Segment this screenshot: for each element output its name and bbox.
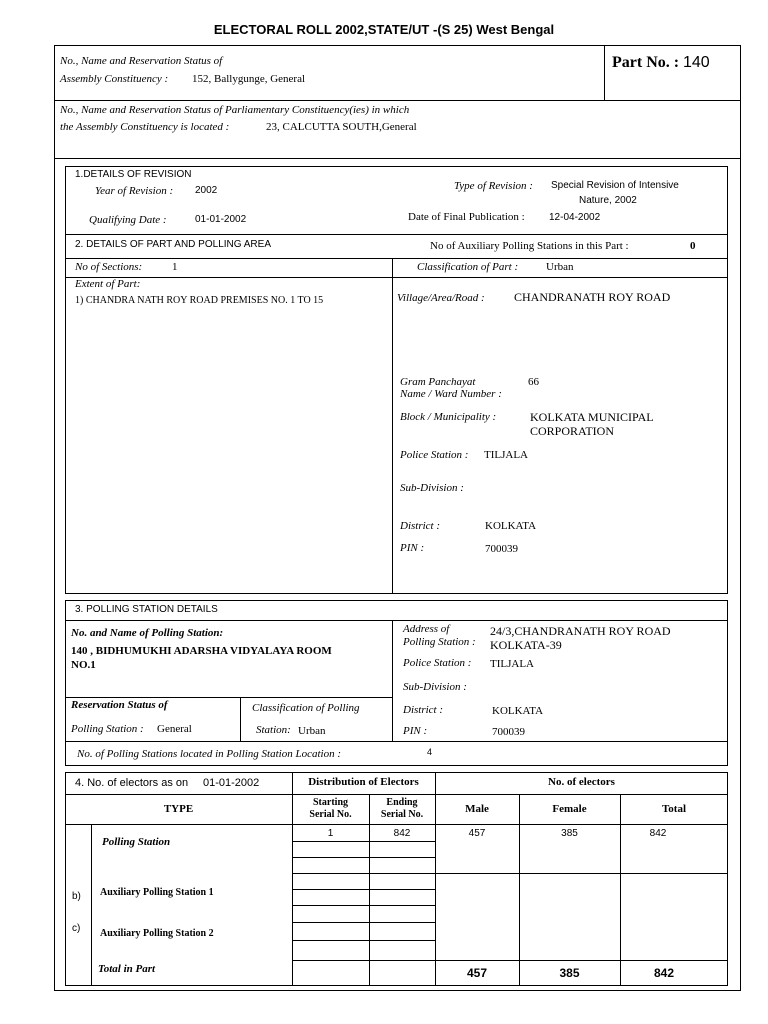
row-start-polling-station: 1 xyxy=(327,828,334,839)
station-address-label-1: Address of xyxy=(403,623,450,635)
revision-heading: 1.DETAILS OF REVISION xyxy=(75,169,192,180)
distribution-header: Distribution of Electors xyxy=(308,776,419,788)
gram-value: 66 xyxy=(528,376,539,388)
block-value-2: CORPORATION xyxy=(530,424,615,438)
row-female-polling-station: 385 xyxy=(561,828,578,839)
sections-label: No of Sections: xyxy=(75,261,143,273)
total-in-part-label: Total in Part xyxy=(98,963,156,975)
ac-label-1: No., Name and Reservation Status of xyxy=(60,55,223,67)
page-title: ELECTORAL ROLL 2002,STATE/UT -(S 25) West Bengal xyxy=(213,22,555,37)
village-label: Village/Area/Road : xyxy=(397,292,485,304)
row-total-polling-station: 842 xyxy=(649,828,667,839)
revision-type-value-1: Special Revision of Intensive xyxy=(551,180,679,191)
revision-type-label: Type of Revision : xyxy=(454,180,533,192)
pc-value: 23, CALCUTTA SOUTH,General xyxy=(266,121,417,133)
row-end-polling-station: 842 xyxy=(393,828,411,839)
reservation-value: General xyxy=(157,723,192,735)
block-value-1: KOLKATA MUNICIPAL xyxy=(530,410,654,424)
station-name-label: No. and Name of Polling Station: xyxy=(71,627,224,639)
pin-value: 700039 xyxy=(485,543,518,555)
final-publication-label: Date of Final Publication : xyxy=(408,211,525,223)
sections-value: 1 xyxy=(172,261,178,273)
qualifying-date-value: 01-01-2002 xyxy=(195,214,247,225)
row-marker-aux-2: c) xyxy=(72,923,81,934)
section-1-2-box xyxy=(65,166,728,594)
part-number-value: 140 xyxy=(683,54,710,71)
row-type-aux-1: Auxiliary Polling Station 1 xyxy=(100,887,214,898)
extent-value: 1) CHANDRA NATH ROY ROAD PREMISES NO. 1 TO 15 xyxy=(75,295,324,306)
col-end-header-2: Serial No. xyxy=(380,809,424,820)
station-address-value-1: 24/3,CHANDRANATH ROY ROAD xyxy=(490,624,671,638)
station-classification-label-1: Classification of Polling xyxy=(252,702,360,714)
col-total-header: Total xyxy=(661,803,687,815)
station-classification-label-2: Station: xyxy=(256,724,291,736)
aux-stations-label: No of Auxiliary Polling Stations in this Part : xyxy=(430,240,629,252)
station-count-value: 4 xyxy=(427,747,433,757)
station-address-value-2: KOLKATA-39 xyxy=(490,638,562,652)
subdivision-label: Sub-Division : xyxy=(400,482,464,494)
station-name-value-1: 140 , BIDHUMUKHI ADARSHA VIDYALAYA ROOM xyxy=(71,645,332,657)
total-female: 385 xyxy=(559,966,580,980)
station-classification-value: Urban xyxy=(298,725,326,737)
part-classification-value: Urban xyxy=(546,261,574,273)
polling-station-heading: 3. POLLING STATION DETAILS xyxy=(75,604,218,615)
col-start-header-2: Serial No. xyxy=(309,809,352,820)
station-pin-value: 700039 xyxy=(492,726,525,738)
village-value: CHANDRANATH ROY ROAD xyxy=(514,290,671,304)
col-type-header: TYPE xyxy=(163,803,194,815)
police-station-label: Police Station : xyxy=(400,449,469,461)
row-male-polling-station: 457 xyxy=(468,828,486,839)
station-police-label: Police Station : xyxy=(403,657,472,669)
station-police-value: TILJALA xyxy=(490,658,534,670)
col-start-header-1: Starting xyxy=(313,797,348,808)
station-pin-label: PIN : xyxy=(403,725,428,737)
col-end-header-1: Ending xyxy=(386,797,418,808)
aux-stations-value: 0 xyxy=(690,240,696,252)
electors-as-on-date: 01-01-2002 xyxy=(203,777,260,789)
row-type-aux-2: Auxiliary Polling Station 2 xyxy=(100,928,214,939)
ac-label-2: Assembly Constituency : xyxy=(60,73,169,85)
row-marker-aux-1: b) xyxy=(72,891,81,902)
year-label: Year of Revision : xyxy=(95,185,174,197)
station-count-label: No. of Polling Stations located in Polling Station Location : xyxy=(77,748,341,760)
part-classification-label: Classification of Part : xyxy=(417,261,519,273)
total-total: 842 xyxy=(653,966,675,980)
block-label: Block / Municipality : xyxy=(400,411,497,423)
col-female-header: Female xyxy=(552,803,587,815)
qualifying-date-label: Qualifying Date : xyxy=(89,214,167,226)
col-male-header: Male xyxy=(465,803,489,815)
pc-label-2: the Assembly Constituency is located : xyxy=(60,121,230,133)
pc-label-1: No., Name and Reservation Status of Parliamentary Constituency(ies) in which xyxy=(60,104,410,116)
station-district-value: KOLKATA xyxy=(492,705,544,717)
electors-count-header: No. of electors xyxy=(548,776,615,788)
part-area-heading: 2. DETAILS OF PART AND POLLING AREA xyxy=(75,239,271,250)
year-value: 2002 xyxy=(195,185,218,196)
police-station-value: TILJALA xyxy=(484,449,528,461)
revision-type-value-2: Nature, 2002 xyxy=(579,195,637,206)
electors-heading: 4. No. of electors as on xyxy=(75,777,189,789)
gram-label-2: Name / Ward Number : xyxy=(400,388,502,400)
gram-label-1: Gram Panchayat xyxy=(400,376,476,388)
district-value: KOLKATA xyxy=(485,520,537,532)
station-district-label: District : xyxy=(403,704,444,716)
ac-value: 152, Ballygunge, General xyxy=(192,73,306,85)
row-type-polling-station: Polling Station xyxy=(102,836,171,848)
reservation-label-1: Reservation Status of xyxy=(71,699,168,711)
pin-label: PIN : xyxy=(400,542,425,554)
final-publication-value: 12-04-2002 xyxy=(549,212,601,223)
station-subdivision-label: Sub-Division : xyxy=(403,681,467,693)
station-address-label-2: Polling Station : xyxy=(403,636,476,648)
station-name-value-2: NO.1 xyxy=(71,659,96,671)
district-label: District : xyxy=(400,520,441,532)
extent-label: Extent of Part: xyxy=(75,278,141,290)
part-number-label: Part No. : xyxy=(612,54,680,71)
total-male: 457 xyxy=(466,966,488,980)
reservation-label-2: Polling Station : xyxy=(71,723,144,735)
